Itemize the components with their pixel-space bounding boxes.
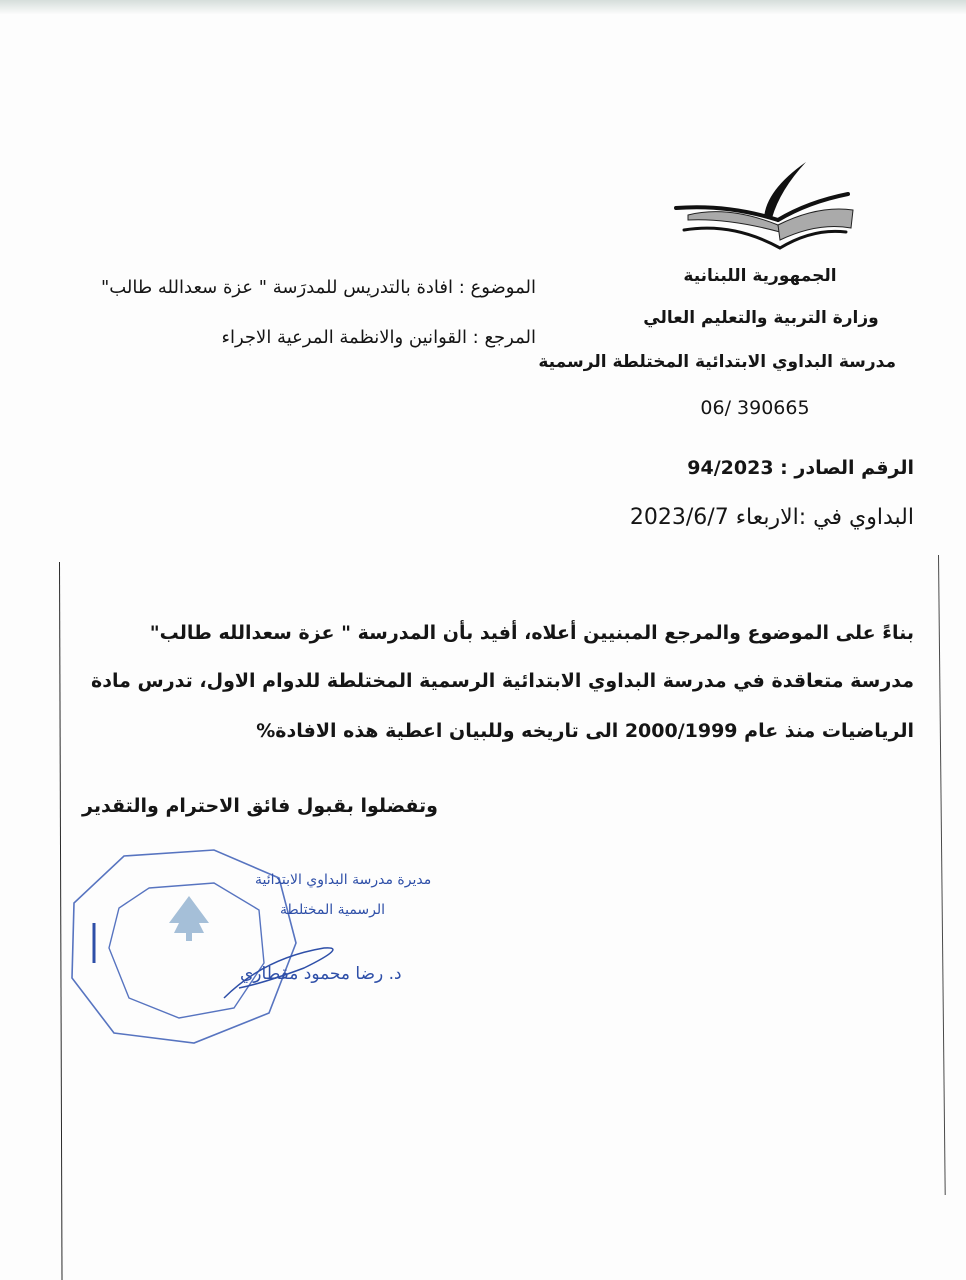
scan-edge <box>0 0 966 14</box>
school-name: مدرسة البداوي الابتدائية المختلطة الرسمية <box>538 352 896 372</box>
closing-salutation: وتفضلوا بقبول فائق الاحترام والتقدير <box>82 795 438 817</box>
body-line-2: مدرسة متعاقدة في مدرسة البداوي الابتدائية الرسمية المختلطة للدوام الاول، تدرس مادة <box>91 670 914 692</box>
right-border-line <box>938 555 946 1195</box>
signature-title-1: مديرة مدرسة البداوي الابتدائية <box>255 872 432 888</box>
signatory-name: د. رضا محمود مقطاري <box>240 964 402 984</box>
letter-subject: الموضوع : افادة بالتدريس للمدرَسة " عزة سعدالله طالب" <box>100 277 536 298</box>
body-line-3: الرياضيات منذ عام 2000/1999 الى تاريخه وللبيان اعطية هذه الافادة% <box>256 720 914 742</box>
school-phone: 06/ 390665 <box>700 397 810 419</box>
signature-title-2: الرسمية المختلطة <box>280 902 386 918</box>
cedar-icon <box>169 896 209 941</box>
letter-date: البداوي في :الاربعاء 2023/6/7 <box>629 505 914 530</box>
body-line-1: بناءً على الموضوع والمرجع المبنيين أعلاه، أفيد بأن المدرسة " عزة سعدالله طالب" <box>149 622 914 644</box>
ministry-name: وزارة التربية والتعليم العالي <box>643 308 879 328</box>
letter-reference: المرجع : القوانين والانظمة المرعية الاجراء <box>221 327 536 348</box>
left-border-line <box>59 562 63 1280</box>
republic-name: الجمهورية اللبنانية <box>683 266 837 286</box>
outgoing-number: الرقم الصادر : 94/2023 <box>687 457 914 479</box>
open-book-quill-icon <box>668 160 858 260</box>
